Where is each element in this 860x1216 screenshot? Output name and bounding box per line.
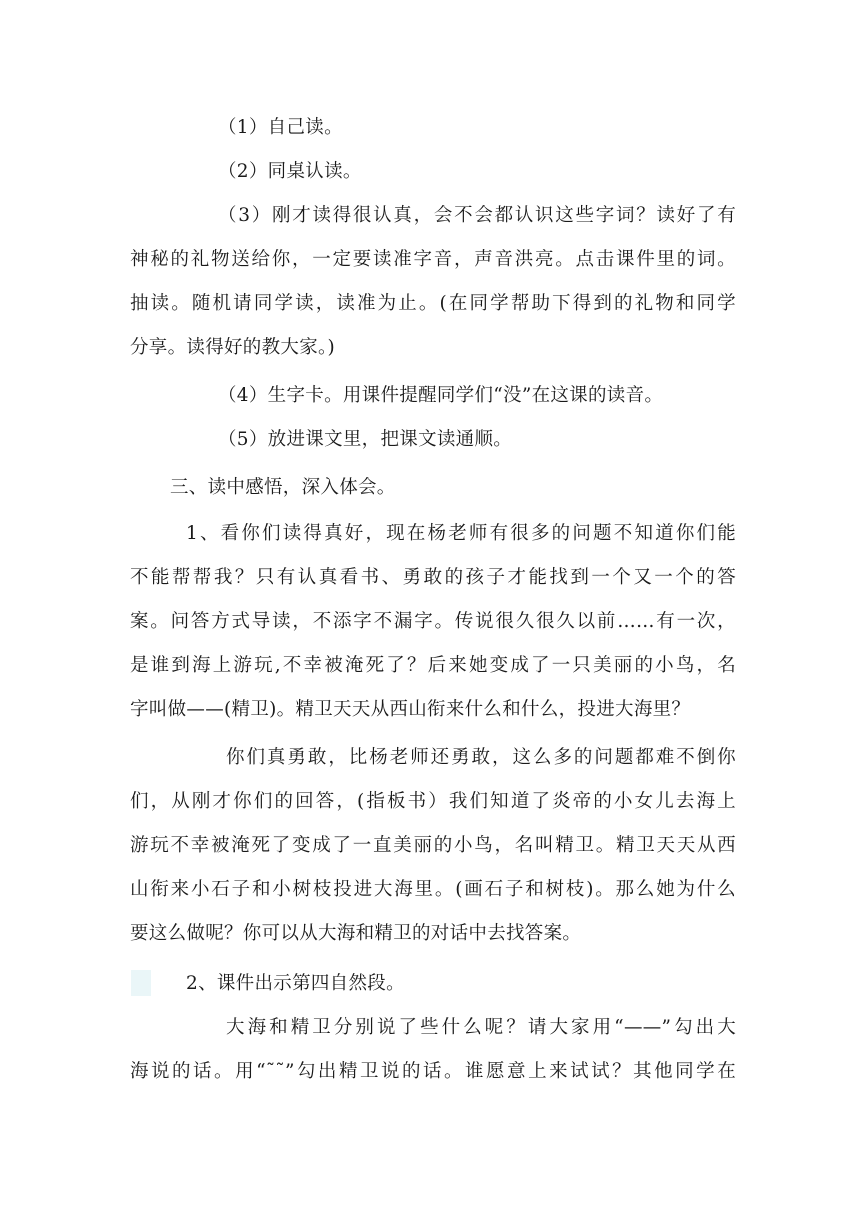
text-line: 神秘的礼物送给你，一定要读准字音，声音洪亮。点击课件里的词。 <box>130 249 736 270</box>
section-heading-3 <box>170 466 730 510</box>
text-line: 三、读中感悟，深入体会。 <box>170 477 396 498</box>
paragraph-6 <box>130 512 736 732</box>
text-line: 山衔来小石子和小树枝投进大海里。(画石子和树枝)。那么她为什么 <box>130 879 736 900</box>
text-line: （5）放进课文里，把课文读通顺。 <box>218 429 513 450</box>
text-line: 字叫做——(精卫)。精卫天天从西山衔来什么和什么，投进大海里？ <box>130 699 691 720</box>
paragraph-5 <box>218 418 738 462</box>
text-line: 案。问答方式导读，不添字不漏字。传说很久很久以前……有一次， <box>130 611 736 632</box>
text-line: 海说的话。用“˜˜”勾出精卫说的话。谁愿意上来试试？其他同学在 <box>130 1061 736 1082</box>
highlight-marker <box>131 970 151 996</box>
text-line: 要这么做呢？你可以从大海和精卫的对话中去找答案。 <box>130 923 582 944</box>
text-line: 是谁到海上游玩,不幸被淹死了？后来她变成了一只美丽的小鸟，名 <box>130 655 736 676</box>
paragraph-2 <box>218 150 738 194</box>
paragraph-9 <box>130 1006 736 1094</box>
text-line: 游玩不幸被淹死了变成了一直美丽的小鸟，名叫精卫。精卫天天从西 <box>130 835 736 856</box>
text-line: （3）刚才读得很认真，会不会都认识这些字词？读好了有 <box>218 205 736 226</box>
text-line: 2、课件出示第四自然段。 <box>186 973 405 994</box>
text-line: （2）同桌认读。 <box>218 161 362 182</box>
text-line: 分享。读得好的教大家。) <box>130 337 336 358</box>
paragraph-4 <box>218 374 738 418</box>
text-line: （4）生字卡。用课件提醒同学们“没”在这课的读音。 <box>218 385 664 406</box>
paragraph-1 <box>218 106 738 150</box>
text-line: 们，从刚才你们的回答，(指板书）我们知道了炎帝的小女儿去海上 <box>130 791 736 812</box>
text-line: （1）自己读。 <box>218 117 343 138</box>
text-line: 你们真勇敢，比杨老师还勇敢，这么多的问题都难不倒你 <box>226 747 736 768</box>
paragraph-8 <box>186 962 726 1006</box>
text-line: 1、看你们读得真好，现在杨老师有很多的问题不知道你们能 <box>186 523 736 544</box>
text-line: 抽读。随机请同学读，读准为止。(在同学帮助下得到的礼物和同学 <box>130 293 736 314</box>
paragraph-7 <box>130 736 736 956</box>
paragraph-3 <box>130 194 736 370</box>
text-line: 不能帮帮我？只有认真看书、勇敢的孩子才能找到一个又一个的答 <box>130 567 736 588</box>
text-line: 大海和精卫分别说了些什么呢？请大家用“——”勾出大 <box>226 1017 736 1038</box>
